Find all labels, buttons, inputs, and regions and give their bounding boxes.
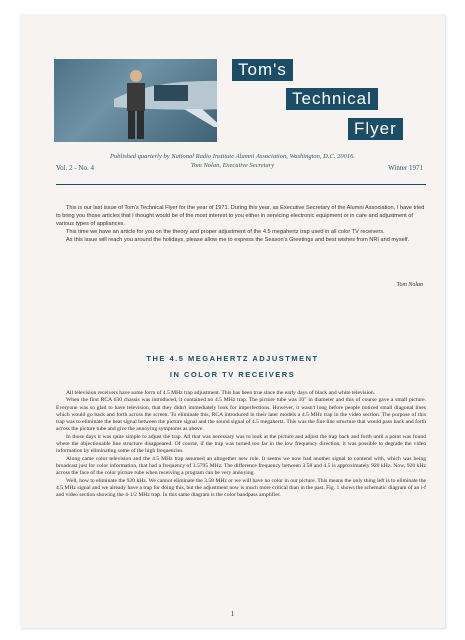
title-line-3: Flyer bbox=[348, 118, 403, 140]
intro-paragraph: This time we have an article for you on the theory and proper adjustment of the 4.5 megahertz trap used in all color TV receivers. bbox=[66, 229, 385, 235]
intro-letter bbox=[56, 204, 426, 244]
article-paragraph: In those days it was quite simple to adjust the trap. All that was necessary was to look at the picture and adjust the trap back and forth until a point was found where the objectionable line structure disappeared. Of course, if the trap was turned too far in the low frequency direction, it was possible to degrade the video information by eliminating some of the high frequencies. bbox=[56, 433, 426, 455]
intro-paragraph: This is our last issue of Tom's Technical Flyer for the year of 1971. During this year, as Executive Secretary of the Alumni Association, I have tried to bring you those articles that I thought would be of the most interest to you either in servicing electronic equipment or in care and adjustment of various types of appliances. bbox=[56, 205, 425, 227]
article-paragraph: All television receivers have some form of 4.5 MHz trap adjustment. This has been true since the early days of black and white television. bbox=[66, 390, 376, 396]
intro-paragraph: As this issue will reach you around the holidays, please allow me to express the Season's Greetings and best wishes from NRI and myself. bbox=[66, 237, 410, 243]
title-line-2: Technical bbox=[286, 88, 378, 110]
signature: Tom Nolan bbox=[396, 282, 423, 288]
issue-season: Winter 1971 bbox=[388, 164, 423, 172]
page-number: 1 bbox=[230, 610, 235, 618]
divider bbox=[56, 184, 426, 185]
publication-line: Published quarterly by National Radio Institute Alumni Association, Washington, D.C. 20016. bbox=[110, 153, 355, 160]
person-icon bbox=[116, 67, 156, 142]
article-paragraph: Well, how to eliminate the 920 kHz. We cannot eliminate the 3.58 MHz or we will have no color in our picture. This means the only thing left is to eliminate the 4.5 MHz signal and we already have a trap for doing this, but the adjustment now is much more critical than in the past. Fig. 1 shows the schematic diagram of an i-f and video section showing the 4-1/2 MHz trap. In this same diagram is the color bandpass amplifier. bbox=[56, 477, 426, 499]
title-line-1: Tom's bbox=[232, 59, 293, 81]
article-paragraph: Along came color television and the 4.5 MHz trap assumed an altogether new role. It seems we now had another signal to contend with, which was being broadcast just for color information, that had a frequency of 3.5795 MHz. The difference frequency between 3.58 and 4.5 is approximately 920 kHz. Now, 920 kHz across the face of the color picture tube when receiving a program can be very annoying. bbox=[56, 455, 426, 477]
masthead-photo bbox=[54, 59, 217, 142]
article-paragraph: When the first RCA 630 chassis was introduced, it contained no 4.5 MHz trap. The picture tube was 10" in diameter and this of course gave a small picture. Everyone was so glad to have television, that they didn't immediately look for imperfections. However, it wasn't long before people noticed small diagonal lines which would go back and forth across the screen. To eliminate this, RCA introduced in their later models a 4.5 MHz trap in the video section. The purpose of this trap was to eliminate the beat signal between the picture signal and the sound signal of 4.5 megahertz. This was the fine line structure that would pass back and forth across the picture tube and give the annoying symptoms as above. bbox=[56, 397, 426, 433]
editor-line: Tom Nolan, Executive Secretary bbox=[190, 162, 275, 169]
article-heading: THE 4.5 MEGAHERTZ ADJUSTMENT bbox=[146, 354, 319, 363]
article-body bbox=[56, 390, 426, 499]
article-subheading: IN COLOR TV RECEIVERS bbox=[169, 370, 296, 379]
newsletter-page bbox=[20, 14, 445, 628]
volume-label: Vol. 2 - No. 4 bbox=[56, 164, 94, 172]
